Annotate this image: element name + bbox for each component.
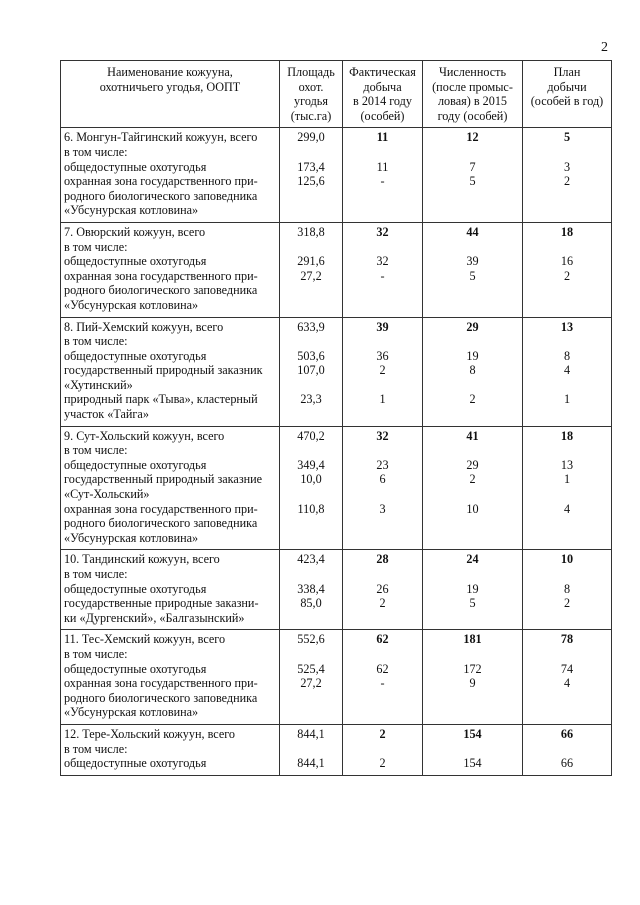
harvest-cell <box>343 128 423 223</box>
cell-line: 844,1 <box>297 756 325 771</box>
cell-line <box>526 516 608 531</box>
cell-line <box>526 189 608 204</box>
cell-line <box>346 647 419 662</box>
harvest-cell <box>343 426 423 550</box>
header-name <box>61 61 280 128</box>
cell-line: 2 <box>379 363 386 378</box>
cell-line <box>346 283 419 298</box>
cell-line: 74 <box>560 661 574 676</box>
cell-line: в том числе: <box>64 239 128 254</box>
district-name-cell <box>61 724 280 775</box>
table-row <box>61 630 612 725</box>
cell-line: 2 <box>379 726 386 741</box>
header-text-line: (тыс.га) <box>290 108 332 123</box>
cell-line: 349,4 <box>297 457 325 472</box>
cell-line <box>426 647 519 662</box>
cell-line: 28 <box>376 552 389 567</box>
table-header-row <box>61 61 612 128</box>
cell-line <box>426 283 519 298</box>
cell-line: охранная зона государственного при- <box>64 174 258 189</box>
cell-line <box>426 487 519 502</box>
population-cell <box>423 630 523 725</box>
cell-line <box>283 531 339 546</box>
cell-line: 9 <box>469 676 476 691</box>
cell-line: 3 <box>563 159 571 174</box>
cell-line <box>346 531 419 546</box>
cell-line: охранная зона государственного при- <box>64 268 258 283</box>
cell-line: «Хутинский» <box>64 377 133 392</box>
cell-line: 154 <box>463 726 482 741</box>
cell-line <box>346 298 419 313</box>
cell-line: 11 <box>376 159 389 174</box>
cell-line <box>283 742 339 757</box>
cell-line <box>426 567 519 582</box>
table-row <box>61 128 612 223</box>
cell-line: 107,0 <box>297 363 325 378</box>
plan-cell <box>523 317 612 426</box>
cell-line: 18 <box>560 428 574 443</box>
cell-line: 110,8 <box>297 501 325 516</box>
cell-line: 9. Сут-Хольский кожуун, всего <box>64 428 225 443</box>
cell-line: в том числе: <box>64 443 128 458</box>
cell-line: 16 <box>560 254 574 269</box>
cell-line <box>526 298 608 313</box>
cell-line: 66 <box>560 756 574 771</box>
cell-line: - <box>380 174 385 189</box>
cell-line: 503,6 <box>297 348 325 363</box>
district-name-cell <box>61 550 280 630</box>
cell-line <box>283 443 339 458</box>
cell-line <box>346 443 419 458</box>
harvest-cell <box>343 724 423 775</box>
cell-line: 525,4 <box>297 661 325 676</box>
cell-line: 2 <box>469 392 476 407</box>
cell-line: 19 <box>466 348 479 363</box>
cell-line: 12 <box>466 130 479 145</box>
header-population-2015 <box>423 61 523 128</box>
cell-line: 2 <box>563 268 571 283</box>
cell-line <box>426 443 519 458</box>
district-name-cell <box>61 426 280 550</box>
cell-line <box>526 378 608 393</box>
header-text-line: угодья <box>294 94 328 109</box>
cell-line: 154 <box>463 756 482 771</box>
header-plan <box>523 61 612 128</box>
cell-line <box>426 691 519 706</box>
cell-line: «Убсунурская котловина» <box>64 203 199 218</box>
cell-line <box>426 240 519 255</box>
cell-line: 5 <box>469 268 476 283</box>
cell-line: родного биологического заповедника <box>64 283 258 298</box>
cell-line: 66 <box>560 726 574 741</box>
population-cell <box>423 426 523 550</box>
cell-line <box>426 742 519 757</box>
cell-line <box>526 691 608 706</box>
cell-line <box>283 145 339 160</box>
cell-line: 62 <box>376 632 389 647</box>
cell-line: 4 <box>563 676 571 691</box>
cell-line <box>283 487 339 502</box>
area-cell <box>280 317 343 426</box>
cell-line: 1 <box>563 472 571 487</box>
cell-line: 1 <box>563 392 571 407</box>
cell-line: 7 <box>469 159 476 174</box>
cell-line: в том числе: <box>64 144 128 159</box>
cell-line: 5 <box>563 130 571 145</box>
cell-line: 844,1 <box>297 726 325 741</box>
cell-line: 13 <box>560 457 574 472</box>
header-text-line: (после промыс- <box>432 79 513 94</box>
cell-line <box>346 407 419 422</box>
cell-line <box>426 705 519 720</box>
cell-line <box>346 611 419 626</box>
cell-line: 23,3 <box>300 392 322 407</box>
cell-line <box>283 705 339 720</box>
cell-line <box>283 203 339 218</box>
cell-line: 27,2 <box>300 676 322 691</box>
cell-line: 44 <box>466 224 479 239</box>
cell-line: 470,2 <box>297 428 325 443</box>
cell-line <box>526 283 608 298</box>
cell-line <box>426 334 519 349</box>
cell-line: «Сут-Хольский» <box>64 487 150 502</box>
cell-line: 10. Тандинский кожуун, всего <box>64 552 220 567</box>
cell-line <box>346 378 419 393</box>
cell-line: 4 <box>563 501 571 516</box>
header-text-line: (особей в год) <box>530 94 604 109</box>
header-text-line: добыча <box>363 79 402 94</box>
cell-line <box>426 298 519 313</box>
table-row <box>61 550 612 630</box>
cell-line: 3 <box>379 501 386 516</box>
cell-line <box>426 407 519 422</box>
table-row <box>61 724 612 775</box>
cell-line <box>526 443 608 458</box>
cell-line <box>526 531 608 546</box>
cell-line: 423,4 <box>297 552 325 567</box>
cell-line: 41 <box>466 428 479 443</box>
cell-line <box>346 334 419 349</box>
cell-line: 1 <box>379 392 386 407</box>
plan-cell <box>523 128 612 223</box>
cell-line: 11 <box>376 130 389 145</box>
cell-line: общедоступные охотугодья <box>64 254 207 269</box>
cell-line: 338,4 <box>297 581 325 596</box>
cell-line <box>346 742 419 757</box>
cell-line: общедоступные охотугодья <box>64 159 207 174</box>
cell-line: 2 <box>563 174 571 189</box>
area-cell <box>280 630 343 725</box>
cell-line <box>426 531 519 546</box>
header-harvest-2014 <box>343 61 423 128</box>
cell-line: 181 <box>463 632 482 647</box>
cell-line <box>283 691 339 706</box>
cell-line: «Убсунурская котловина» <box>64 530 199 545</box>
cell-line: общедоступные охотугодья <box>64 581 207 596</box>
header-text-line: Наименование кожууна, <box>107 65 233 79</box>
cell-line: 26 <box>376 581 389 596</box>
area-cell <box>280 426 343 550</box>
cell-line: 85,0 <box>300 596 322 611</box>
table-row <box>61 222 612 317</box>
population-cell <box>423 724 523 775</box>
area-cell <box>280 128 343 223</box>
cell-line: 8. Пий-Хемский кожуун, всего <box>64 319 224 334</box>
cell-line <box>346 516 419 531</box>
harvest-cell <box>343 317 423 426</box>
cell-line <box>283 334 339 349</box>
hunting-resources-table <box>60 60 612 776</box>
cell-line: «Убсунурская котловина» <box>64 705 199 720</box>
cell-line <box>346 189 419 204</box>
cell-line: родного биологического заповедника <box>64 516 258 531</box>
cell-line: 23 <box>376 457 389 472</box>
cell-line <box>426 378 519 393</box>
plan-cell <box>523 724 612 775</box>
cell-line: - <box>380 268 385 283</box>
cell-line <box>526 705 608 720</box>
cell-line: 10 <box>466 501 479 516</box>
cell-line: 18 <box>560 224 574 239</box>
cell-line <box>283 283 339 298</box>
cell-line: 27,2 <box>300 268 322 283</box>
cell-line: 2 <box>379 596 386 611</box>
cell-line <box>526 567 608 582</box>
cell-line <box>526 145 608 160</box>
cell-line: 4 <box>563 363 571 378</box>
cell-line: общедоступные охотугодья <box>64 756 207 771</box>
cell-line: 32 <box>376 224 389 239</box>
cell-line <box>283 240 339 255</box>
cell-line <box>426 611 519 626</box>
cell-line <box>426 145 519 160</box>
cell-line: 19 <box>466 581 479 596</box>
header-area <box>280 61 343 128</box>
cell-line <box>426 516 519 531</box>
population-cell <box>423 222 523 317</box>
cell-line <box>283 189 339 204</box>
plan-cell <box>523 630 612 725</box>
population-cell <box>423 317 523 426</box>
plan-cell <box>523 426 612 550</box>
cell-line <box>526 611 608 626</box>
cell-line <box>346 691 419 706</box>
cell-line: 5 <box>469 174 476 189</box>
table-row <box>61 317 612 426</box>
cell-line <box>346 487 419 502</box>
cell-line <box>283 298 339 313</box>
population-cell <box>423 128 523 223</box>
cell-line: охранная зона государственного при- <box>64 676 258 691</box>
cell-line: участок «Тайга» <box>64 407 149 422</box>
cell-line: 8 <box>563 581 571 596</box>
plan-cell <box>523 550 612 630</box>
area-cell <box>280 222 343 317</box>
cell-line: государственный природный заказник <box>64 363 263 378</box>
cell-line: 13 <box>560 319 574 334</box>
header-text-line: (особей) <box>360 108 405 123</box>
cell-line: ки «Дургенский», «Балгазынский» <box>64 610 245 625</box>
harvest-cell <box>343 222 423 317</box>
cell-line: 8 <box>563 348 571 363</box>
cell-line <box>526 647 608 662</box>
cell-line <box>526 240 608 255</box>
harvest-cell <box>343 550 423 630</box>
cell-line <box>346 203 419 218</box>
cell-line <box>346 240 419 255</box>
cell-line <box>526 203 608 218</box>
header-text-line: в 2014 году <box>353 94 412 109</box>
population-cell <box>423 550 523 630</box>
cell-line <box>283 647 339 662</box>
cell-line <box>283 516 339 531</box>
cell-line: 32 <box>376 428 389 443</box>
cell-line: 8 <box>469 363 476 378</box>
header-text-line: Площадь <box>287 65 335 79</box>
cell-line <box>346 567 419 582</box>
table-row <box>61 426 612 550</box>
district-name-cell <box>61 317 280 426</box>
cell-line: общедоступные охотугодья <box>64 348 207 363</box>
cell-line: 299,0 <box>297 130 325 145</box>
cell-line <box>346 705 419 720</box>
cell-line: - <box>380 676 385 691</box>
cell-line: 291,6 <box>297 254 325 269</box>
cell-line: 39 <box>376 319 389 334</box>
cell-line: 36 <box>376 348 389 363</box>
cell-line: 29 <box>466 319 479 334</box>
cell-line <box>283 611 339 626</box>
cell-line: в том числе: <box>64 741 128 756</box>
cell-line: государственный природный заказние <box>64 472 263 487</box>
cell-line: 552,6 <box>297 632 325 647</box>
district-name-cell <box>61 222 280 317</box>
cell-line <box>346 145 419 160</box>
cell-line <box>426 203 519 218</box>
cell-line: 125,6 <box>297 174 325 189</box>
cell-line <box>283 407 339 422</box>
harvest-cell <box>343 630 423 725</box>
header-text-line: охотничьего угодья, ООПТ <box>99 79 241 94</box>
cell-line: 62 <box>376 661 389 676</box>
cell-line: 633,9 <box>297 319 325 334</box>
cell-line: 32 <box>376 254 389 269</box>
cell-line: 24 <box>466 552 479 567</box>
cell-line: 7. Овюрский кожуун, всего <box>64 224 206 239</box>
cell-line: в том числе: <box>64 646 128 661</box>
area-cell <box>280 550 343 630</box>
district-name-cell <box>61 128 280 223</box>
cell-line: общедоступные охотугодья <box>64 457 207 472</box>
cell-line: 173,4 <box>297 159 325 174</box>
cell-line: охранная зона государственного при- <box>64 501 258 516</box>
cell-line: родного биологического заповедника <box>64 690 258 705</box>
cell-line: 39 <box>466 254 479 269</box>
header-text-line: охот. <box>298 79 324 94</box>
header-text-line: Фактическая <box>349 65 416 79</box>
cell-line: общедоступные охотугодья <box>64 661 207 676</box>
cell-line: государственные природные заказни- <box>64 596 259 611</box>
cell-line: 11. Тес-Хемский кожуун, всего <box>64 632 226 647</box>
cell-line: 6 <box>379 472 386 487</box>
cell-line <box>526 742 608 757</box>
cell-line: 10,0 <box>300 472 322 487</box>
cell-line: 6. Монгун-Тайгинский кожуун, всего <box>64 130 258 145</box>
header-text-line: План <box>553 65 581 79</box>
cell-line: природный парк «Тыва», кластерный <box>64 392 258 407</box>
cell-line: в том числе: <box>64 334 128 349</box>
page-number: 2 <box>601 40 608 55</box>
cell-line <box>526 334 608 349</box>
district-name-cell <box>61 630 280 725</box>
cell-line: 10 <box>560 552 574 567</box>
cell-line <box>426 189 519 204</box>
plan-cell <box>523 222 612 317</box>
cell-line: «Убсунурская котловина» <box>64 297 199 312</box>
cell-line: в том числе: <box>64 567 128 581</box>
cell-line: 318,8 <box>297 224 325 239</box>
cell-line: 29 <box>466 457 479 472</box>
cell-line <box>283 378 339 393</box>
cell-line: 2 <box>469 472 476 487</box>
cell-line <box>526 487 608 502</box>
cell-line: 2 <box>563 596 571 611</box>
area-cell <box>280 724 343 775</box>
cell-line: 12. Тере-Хольский кожуун, всего <box>64 726 236 741</box>
cell-line: родного биологического заповедника <box>64 188 258 203</box>
header-text-line: Численность <box>438 65 507 79</box>
cell-line <box>283 567 339 582</box>
cell-line <box>526 407 608 422</box>
cell-line: 5 <box>469 596 476 611</box>
header-text-line: ловая) в 2015 <box>437 94 508 109</box>
cell-line: 172 <box>463 661 482 676</box>
header-text-line: году (особей) <box>437 108 508 123</box>
header-text-line: добычи <box>547 79 587 94</box>
cell-line: 2 <box>379 756 386 771</box>
cell-line: 78 <box>560 632 574 647</box>
